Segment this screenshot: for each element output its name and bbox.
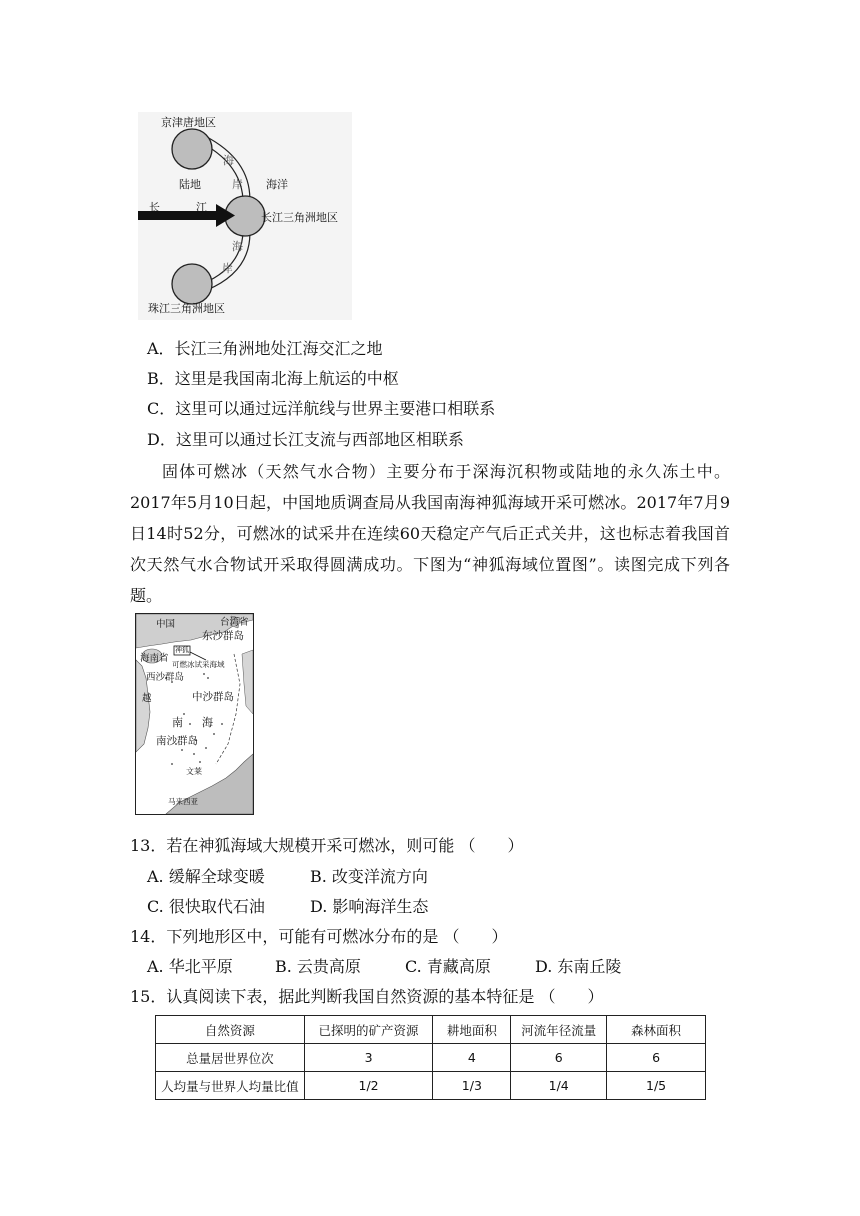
q13-option-c: C. 很快取代石油 — [147, 897, 265, 916]
map-philippines — [242, 650, 253, 714]
table-cell: 6 — [607, 1044, 706, 1072]
map-label-hai: 海 — [202, 716, 213, 729]
table-cell: 4 — [433, 1044, 511, 1072]
q12-option-c: C．这里可以通过远洋航线与世界主要港口相联系 — [147, 399, 496, 418]
map-label-zhongsha: 中沙群岛 — [192, 691, 234, 703]
q14-stem: 14．下列地形区中，可能有可燃冰分布的是 （ ） — [130, 927, 508, 946]
map-label-nan: 南 — [172, 716, 183, 729]
table-cell: 6 — [511, 1044, 607, 1072]
label-coast-4: 岸 — [222, 262, 233, 275]
table-cell: 1/3 — [433, 1072, 511, 1100]
resources-table — [155, 1015, 706, 1100]
q13-stem: 13．若在神狐海域大规模开采可燃冰，则可能 （ ） — [130, 836, 524, 855]
table-header-cell: 已探明的矿产资源 — [304, 1016, 433, 1044]
map-label-malaysia: 马来西亚 — [168, 797, 198, 806]
table-header-cell: 自然资源 — [156, 1016, 305, 1044]
label-coast-1: 海 — [223, 154, 234, 167]
label-ocean: 海洋 — [266, 178, 288, 191]
label-land: 陆地 — [179, 178, 201, 191]
q12-option-b: B．这里是我国南北海上航运的中枢 — [147, 369, 399, 388]
jingjintang-circle — [172, 129, 212, 169]
map-label-dongsha: 东沙群岛 — [202, 630, 244, 642]
coastal-diagram — [138, 112, 352, 320]
label-coast-2: 岸 — [232, 178, 243, 191]
q12-option-d: D．这里可以通过长江支流与西部地区相联系 — [147, 430, 464, 449]
label-jingjintang: 京津唐地区 — [161, 116, 216, 129]
passage-text: 固体可燃冰（天然气水合物）主要分布于深海沉积物或陆地的永久冻土中。2017年5月10日起，中国地质调查局从我国南海神狐海域开采可燃冰。2017年7月9日14时52分，可燃冰的试采井在连续60天稳定产气后正式关井，这也标志着我国首次天然气水合物试开采取得圆满成功。下图为“神狐海域位置图”。读图完成下列各题。 — [130, 462, 730, 605]
table-cell: 总量居世界位次 — [156, 1044, 305, 1072]
table-row — [156, 1072, 706, 1100]
table-cell: 人均量与世界人均量比值 — [156, 1072, 305, 1100]
map-graphic — [136, 614, 253, 814]
label-yangtze-delta: 长江三角洲地区 — [261, 211, 338, 224]
table-cell: 3 — [304, 1044, 433, 1072]
map-label-yue: 越 — [142, 693, 152, 704]
map-label-nansha: 南沙群岛 — [156, 735, 198, 747]
table-header-cell: 河流年径流量 — [511, 1016, 607, 1044]
q14-option-a: A. 华北平原 — [147, 957, 233, 976]
table-header-row — [156, 1016, 706, 1044]
map-label-xisha: 西沙群岛 — [146, 672, 185, 683]
q14-option-b: B. 云贵高原 — [275, 957, 361, 976]
label-chang: 长 — [149, 201, 160, 214]
q15-stem: 15．认真阅读下表，据此判断我国自然资源的基本特征是 （ ） — [130, 987, 604, 1006]
q14-option-d: D. 东南丘陵 — [535, 957, 622, 976]
map-boundary — [216, 654, 240, 764]
map-label-site: 可燃冰试采海域 — [172, 660, 225, 669]
q14-option-c: C. 青藏高原 — [405, 957, 491, 976]
q12-option-a: A．长江三角洲地处江海交汇之地 — [147, 339, 383, 358]
table-cell: 1/4 — [511, 1072, 607, 1100]
map-label-hainan: 海南省 — [140, 653, 169, 664]
map-label-shenhu: 神狐 — [175, 646, 189, 654]
q13-option-d: D. 影响海洋生态 — [310, 897, 429, 916]
pearl-delta-circle — [172, 264, 212, 304]
label-coast-3: 海 — [232, 240, 243, 253]
label-jiang: 江 — [196, 201, 207, 214]
map-label-china: 中国 — [156, 619, 176, 630]
map-label-taiwan: 台湾省 — [220, 617, 249, 628]
shenhu-map — [135, 613, 254, 815]
label-pearl-delta: 珠江三角洲地区 — [148, 302, 225, 315]
table-cell: 1/5 — [607, 1072, 706, 1100]
map-label-brunei: 文莱 — [186, 767, 202, 776]
q13-option-a: A. 缓解全球变暖 — [147, 867, 265, 886]
table-header-cell: 森林面积 — [607, 1016, 706, 1044]
table-cell: 1/2 — [304, 1072, 433, 1100]
q13-option-b: B. 改变洋流方向 — [310, 867, 428, 886]
table-header-cell: 耕地面积 — [433, 1016, 511, 1044]
table-row — [156, 1044, 706, 1072]
